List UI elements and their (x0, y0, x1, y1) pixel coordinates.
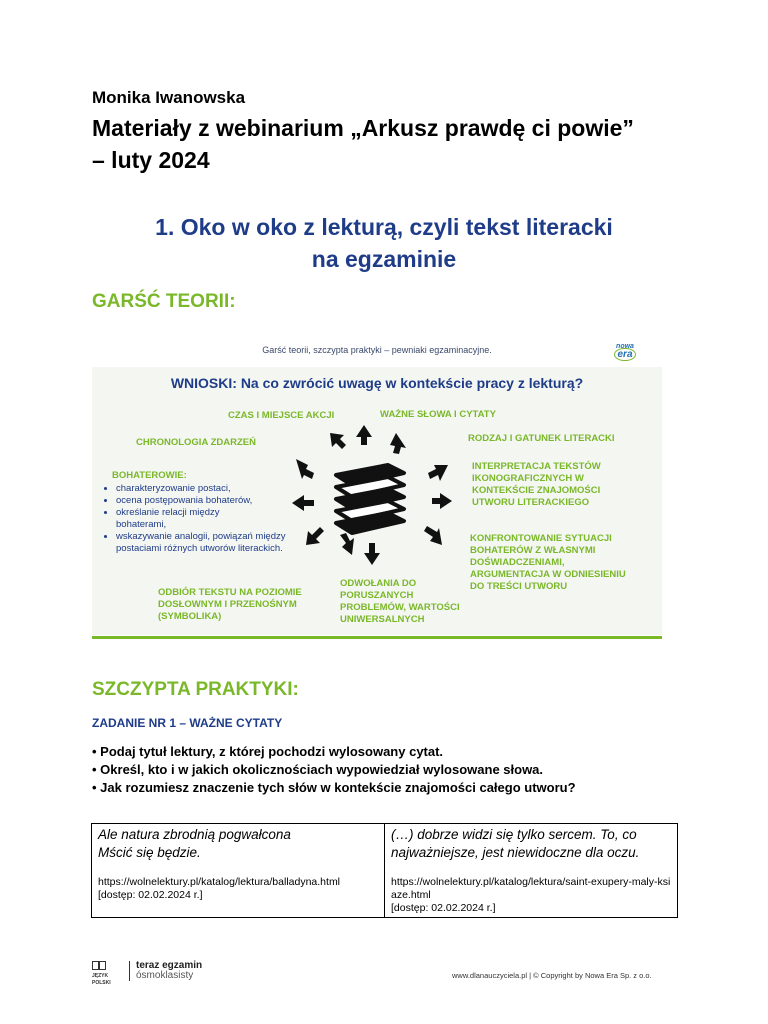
practice-heading: SZCZYPTA PRAKTYKI: (92, 679, 299, 700)
konfrontowanie-line: BOHATERÓW Z WŁASNYMI (470, 545, 596, 556)
odbior-line: ODBIÓR TEKSTU NA POZIOMIE (158, 587, 302, 598)
odwolania-line: UNIWERSALNYCH (340, 614, 425, 625)
slide-heading: WNIOSKI: Na co zwrócić uwagę w kontekście pracy z lekturą? (170, 375, 584, 391)
quote-line: Mścić się będzie. (98, 845, 201, 860)
odwolania-line: PORUSZANYCH (340, 590, 414, 601)
label-odwolania (340, 578, 460, 626)
interpretacja-line: KONTEKŚCIE ZNAJOMOŚCI (472, 485, 601, 496)
quote-cell-1 (92, 824, 385, 918)
table-row (92, 824, 678, 918)
logo-bottom-text: era (614, 348, 635, 361)
theory-heading: GARŚĆ TEORII: (92, 291, 236, 312)
konfrontowanie-line: ARGUMENTACJA W ODNIESIENIU (470, 569, 626, 580)
brand-subtitle: ósmoklasisty (136, 970, 194, 981)
odbior-line: (SYMBOLIKA) (158, 611, 222, 622)
label-rodzaj: RODZAJ I GATUNEK LITERACKI (468, 433, 615, 444)
access-date: [dostęp: 02.02.2024 r.] (391, 902, 496, 914)
konfrontowanie-line: DOŚWIADCZENIAMI, (470, 557, 565, 568)
nowa-era-logo (612, 343, 638, 361)
label-chronologia: CHRONOLOGIA ZDARZEŃ (136, 437, 256, 448)
label-interpretacja (472, 461, 601, 509)
task-heading: ZADANIE NR 1 – WAŻNE CYTATY (92, 716, 283, 730)
book-logo-icon (92, 961, 106, 970)
list-item: • Jak rozumiesz znaczenie tych słów w kontekście znajomości całego utworu? (92, 780, 576, 795)
label-slowa: WAŻNE SŁOWA I CYTATY (380, 409, 496, 420)
jezyk-polski-logo (92, 961, 124, 986)
document-title-line2: – luty 2024 (92, 147, 210, 173)
books-with-arrows-icon (292, 425, 452, 575)
label-bohaterowie (112, 470, 187, 482)
bohaterowie-list (102, 483, 302, 555)
source-link[interactable]: https://wolnelektury.pl/katalog/lektura/saint-exupery-maly-ksiaze.html (391, 876, 671, 901)
author-name: Monika Iwanowska (92, 88, 246, 107)
label-czas: CZAS I MIEJSCE AKCJI (228, 410, 335, 421)
interpretacja-line: INTERPRETACJA TEKSTÓW (472, 461, 601, 472)
odwolania-line: PROBLEMÓW, WARTOŚCI (340, 602, 460, 613)
quotes-table (91, 823, 678, 918)
footer-separator (129, 961, 130, 981)
list-item: • Podaj tytuł lektury, z której pochodzi wylosowany cytat. (92, 744, 444, 759)
logo-top-text: nowa (616, 343, 634, 350)
slide-top-bar (92, 335, 662, 371)
interpretacja-line: UTWORU LITERACKIEGO (472, 497, 590, 508)
slide-image (92, 335, 662, 643)
source-link[interactable]: https://wolnelektury.pl/katalog/lektura/balladyna.html (98, 876, 341, 888)
bohaterowie-title: BOHATEROWIE: (112, 470, 187, 481)
document-title (92, 112, 712, 176)
konfrontowanie-line: KONFRONTOWANIE SYTUACJI (470, 533, 612, 544)
section-title-line1: 1. Oko w oko z lekturą, czyli tekst literacki (155, 214, 613, 240)
odbior-line: DOSŁOWNYM I PRZENOŚNYM (158, 599, 297, 610)
access-date: [dostęp: 02.02.2024 r.] (98, 889, 203, 901)
slide-caption: Garść teorii, szczypta praktyki – pewniaki egzaminacyjne. (262, 345, 492, 355)
label-odbior (158, 587, 302, 623)
footer-brand (136, 961, 202, 981)
task-bullets (92, 743, 576, 797)
slide-green-line (92, 636, 662, 639)
interpretacja-line: IKONOGRAFICZNYCH W (472, 473, 584, 484)
quote-line: najważniejsze, jest niewidoczne dla oczu. (391, 845, 640, 860)
list-item: • wskazywanie analogii, powiązań między postaciami różnych utworów literackich. (116, 531, 301, 555)
section-title-line2: na egzaminie (311, 246, 457, 272)
quote-line: (…) dobrze widzi się tylko sercem. To, co (391, 827, 637, 842)
quote-line: Ale natura zbrodnią pogwałcona (98, 827, 291, 842)
list-item: • ocena postępowania bohaterów, (116, 495, 302, 507)
document-title-line1: Materiały z webinarium „Arkusz prawdę ci powie” (92, 115, 634, 141)
brand-name: teraz egzamin (136, 960, 203, 971)
list-item: • określanie relacji między bohaterami, (116, 507, 266, 531)
konfrontowanie-line: DO TREŚCI UTWORU (470, 581, 568, 592)
list-item: • Określ, kto i w jakich okolicznościach wypowiedział wylosowane słowa. (92, 762, 544, 777)
logo-caption: JĘZYK POLSKI (92, 973, 111, 986)
list-item: • charakteryzowanie postaci, (116, 483, 302, 495)
quote-cell-2 (385, 824, 678, 918)
odwolania-line: ODWOŁANIA DO (340, 578, 417, 589)
label-konfrontowanie (470, 533, 626, 593)
footer-copyright: www.dlanauczyciela.pl | © Copyright by Nowa Era Sp. z o.o. (452, 971, 652, 980)
section-title (90, 211, 678, 275)
